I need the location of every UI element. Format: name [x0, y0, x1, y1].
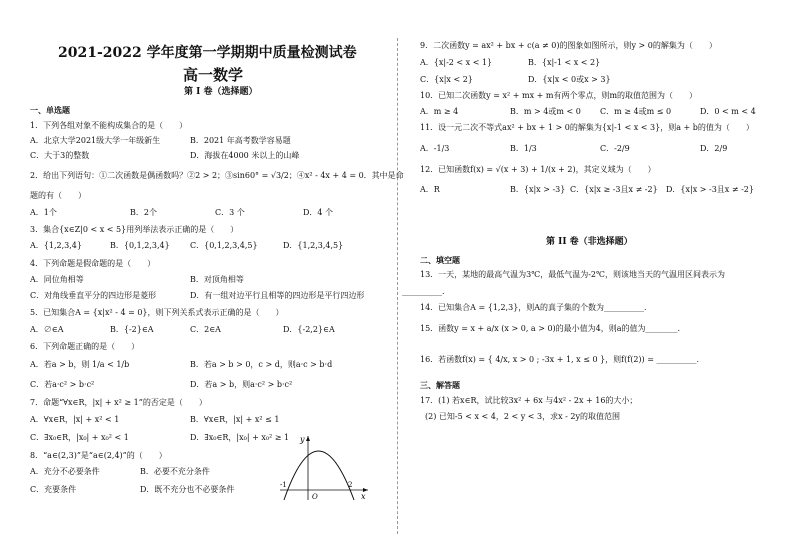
q5-b: B．{-2}∈A — [110, 325, 154, 334]
q6-c: C．若a·c² > b·c² — [30, 380, 95, 389]
q12-b: B．{x|x > -3} — [510, 185, 566, 194]
tick-2: 2 — [348, 481, 353, 489]
q6-b: B．若a > b > 0，c > d，则a·c > b·d — [190, 360, 333, 369]
q8-c: C．充要条件 — [30, 485, 77, 494]
q13-blank: __________. — [402, 287, 445, 296]
y-axis-arrow — [306, 436, 310, 441]
q6-d: D．若a > b，则a·c² > b·c² — [190, 380, 293, 389]
q4-d: D．有一组对边平行且相等的四边形是平行四边形 — [190, 291, 365, 300]
section2-heading: 二、填空题 — [420, 255, 460, 265]
column-divider — [397, 38, 398, 534]
q11: 11．设一元二次不等式ax² + bx + 1 > 0的解集为{x|-1 < x < 3}，则a + b的值为（ ） — [420, 123, 754, 132]
q1-d: D．海拔在4000 米以上的山峰 — [190, 151, 300, 160]
q1-a: A．北京大学2021级大学一年级新生 — [30, 136, 161, 145]
q12: 12．已知函数f(x) = √(x + 3) + 1/(x + 2)，其定义域为（ ） — [420, 165, 656, 174]
q4-b: B．对顶角相等 — [190, 275, 244, 284]
q17-part1: 17．(1) 若x∈R，试比较3x² + 6x 与4x² - 2x + 16的大小； — [420, 396, 638, 405]
q3: 3．集合{x∈Z|0 < x < 5}用列举法表示正确的是（ ） — [30, 225, 239, 234]
q3-b: B．{0,1,2,3,4} — [110, 241, 170, 250]
q10-b: B．m > 4或m < 0 — [510, 107, 581, 116]
part2-heading: 第 II 卷（非选择题） — [546, 237, 633, 247]
q5: 5．已知集合A = {x|x² - 4 = 0}，则下列关系式表示正确的是（ ） — [30, 308, 284, 317]
q9-b: B．{x|-1 < x < 2} — [528, 58, 601, 67]
q10-a: A．m ≥ 4 — [420, 107, 459, 116]
q3-a: A．{1,2,3,4} — [30, 241, 82, 250]
q17-part2: (2) 已知-5 < x < 4，2 < y < 3，求x - 2y的取值范围 — [425, 412, 621, 421]
q16: 16．若函数f(x) = { 4/x, x > 0 ; -3x + 1, x ≤ 0 }，则f(f(2)) = __________. — [420, 355, 699, 364]
q1-b: B．2021 年高考数学容易题 — [190, 136, 291, 145]
q10-d: D．0 < m < 4 — [700, 107, 756, 116]
q10: 10．已知二次函数y = x² + mx + m有两个零点，则m的取值范围为（ ） — [420, 91, 698, 100]
q3-d: D．{1,2,3,4,5} — [283, 241, 344, 250]
q11-d: D．2/9 — [700, 144, 728, 153]
q8-b: B．必要不充分条件 — [140, 467, 210, 476]
section3-heading: 三、解答题 — [420, 380, 460, 390]
q3-c: C．{0,1,2,3,4,5} — [190, 241, 258, 250]
q5-d: D．{-2,2}∈A — [283, 325, 335, 334]
q8-d: D．既不充分也不必要条件 — [140, 485, 235, 494]
q9-a: A．{x|-2 < x < 1} — [420, 58, 493, 67]
q7-d: D．∃x₀∈R，|x₀| + x₀² ≥ 1 — [190, 433, 290, 442]
section1-heading: 一、单选题 — [30, 105, 70, 115]
q2: 2．给出下列语句：①二次函数是偶函数吗？②2 > 2；③sin60° = √3/2；④x² - 4x + 4 = 0．其中是命 — [30, 171, 404, 180]
q2-cont: 题的有（ ） — [30, 191, 86, 200]
q13: 13．一天，某地的最高气温为3℃，最低气温为-2℃，则该地当天的气温用区间表示为 — [420, 270, 725, 279]
parabola-graph — [278, 432, 372, 502]
x-label: x — [361, 492, 366, 501]
tick-minus1: -1 — [280, 481, 287, 489]
q14: 14．已知集合A = {1,2,3}，则A的真子集的个数为__________. — [420, 303, 647, 312]
q1: 1．下列各组对象不能构成集合的是（ ） — [30, 121, 188, 130]
q12-d: D．{x|x > -3且x ≠ -2} — [666, 185, 754, 194]
q7: 7．命题“∀x∈R，|x| + x² ≥ 1”的否定是（ ） — [30, 398, 207, 407]
q4-a: A．同位角相等 — [30, 275, 84, 284]
q8: 8．“a∈(2,3)”是“a∈(2,4)”的（ ） — [30, 451, 167, 460]
q5-c: C．2∈A — [190, 325, 221, 334]
q2-a: A．1个 — [30, 208, 57, 217]
q12-a: A．R — [420, 185, 440, 194]
q2-d: D．4 个 — [303, 208, 334, 217]
q11-c: C．-2/9 — [600, 144, 630, 153]
q5-a: A．∅∈A — [30, 325, 64, 334]
q7-a: A．∀x∈R，|x| + x² < 1 — [30, 415, 120, 424]
q11-a: A．-1/3 — [420, 144, 450, 153]
parabola-curve — [284, 451, 354, 500]
exam-subject: 高一数学 — [183, 66, 244, 84]
q2-c: C．3 个 — [215, 208, 245, 217]
q10-c: C．m ≥ 4或m ≤ 0 — [600, 107, 672, 116]
q15: 15．函数y = x + a/x (x > 0, a > 0)的最小值为4，则a的值为________. — [420, 324, 681, 333]
q9-d: D．{x|x < 0或x > 3} — [528, 75, 611, 84]
q11-b: B．1/3 — [510, 144, 537, 153]
q9-c: C．{x|x < 2} — [420, 75, 473, 84]
y-label: y — [300, 435, 305, 444]
q2-b: B．2个 — [130, 208, 157, 217]
part1-heading: 第 I 卷（选择题） — [184, 87, 258, 97]
exam-title: 2021-2022 学年度第一学期期中质量检测试卷 — [58, 45, 357, 61]
q8-a: A．充分不必要条件 — [30, 467, 100, 476]
q6: 6．下列命题正确的是（ ） — [30, 342, 140, 351]
q4: 4．下列命题是假命题的是（ ） — [30, 259, 156, 268]
q1-c: C．大于3的整数 — [30, 151, 90, 160]
q9: 9．二次函数y = ax² + bx + c(a ≠ 0)的图象如图所示，则y > 0的解集为（ ） — [420, 41, 717, 50]
q12-c: C．{x|x ≥ -3且x ≠ -2} — [570, 185, 658, 194]
q4-c: C．对角线垂直平分的四边形是菱形 — [30, 291, 157, 300]
q7-b: B．∀x∈R，|x| + x² ≤ 1 — [190, 415, 280, 424]
origin-label: O — [312, 493, 318, 501]
q6-a: A．若a > b，则 1/a < 1/b — [30, 360, 130, 369]
q7-c: C．∃x₀∈R，|x₀| + x₀² < 1 — [30, 433, 129, 442]
